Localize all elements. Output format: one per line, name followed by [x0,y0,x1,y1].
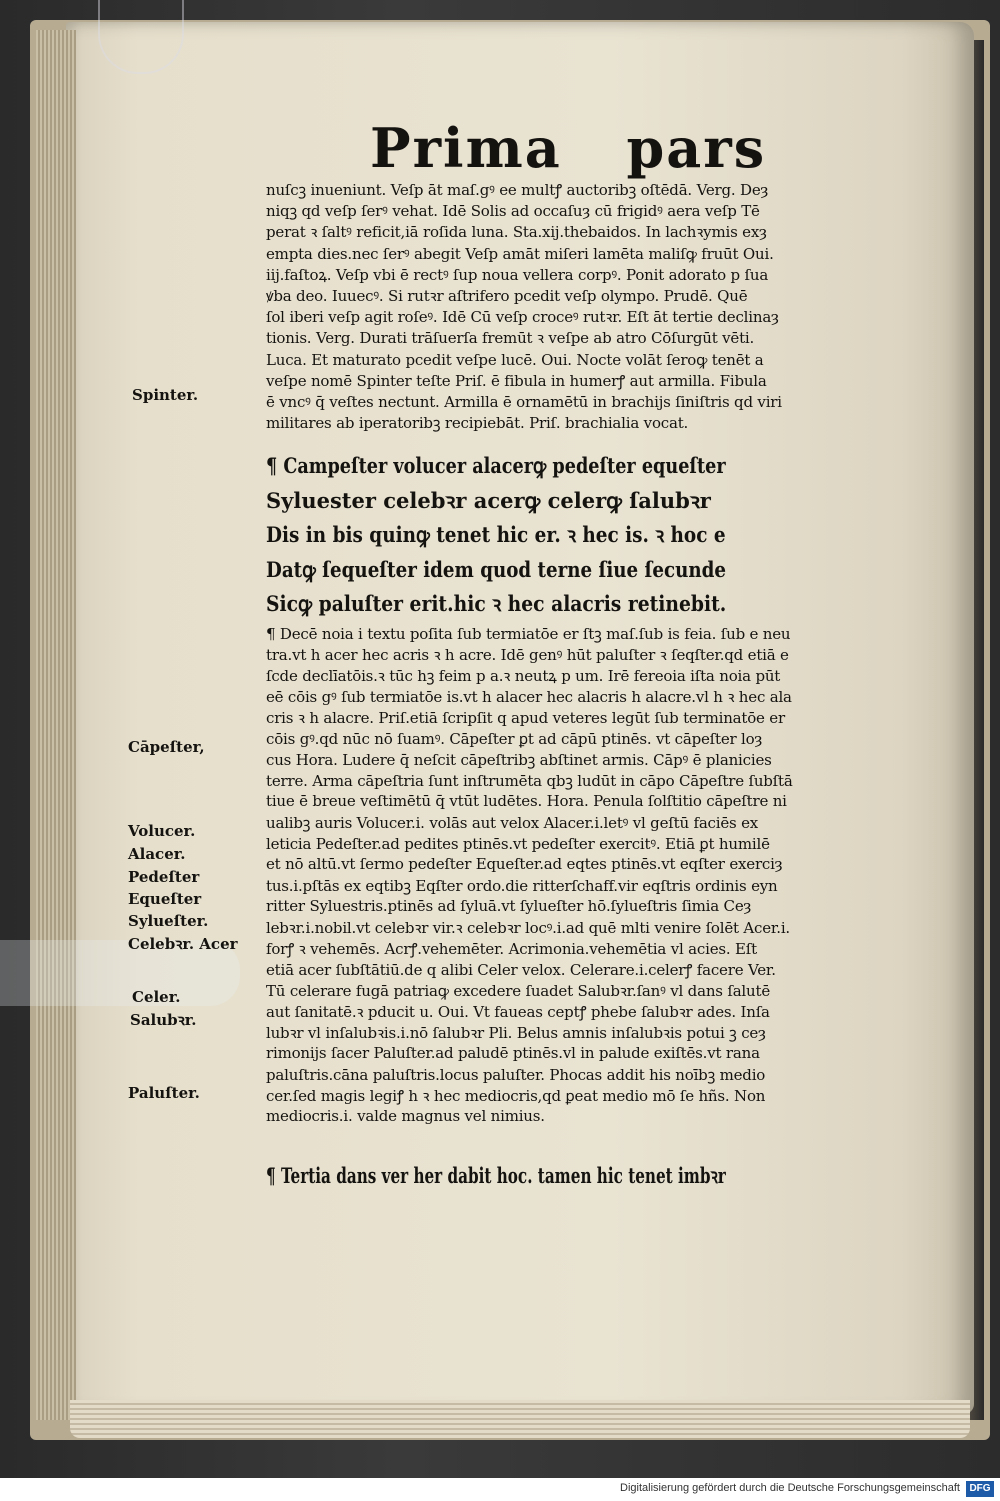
body-bottom-line: et nō altū.vt ſermo pedeſter Equeſter.ad eqtes ptinēs.vt eqſter exerciȝ [266,855,783,873]
body-bottom-line: rimonijs ſacer Paluſter.ad paludē ptinēs.vl in palude exiſtēs.vt rana [266,1044,760,1062]
body-top-line: ē vncꝰ q̄ veſtes nectunt. Armilla ē ornamētū in brachijs ſiniſtris qd viri [266,393,782,411]
verse-line: ¶ Campeſter volucer alacerꝙ pedeſter equeſter [266,453,726,478]
body-bottom-line: tus.i.pſtās ex eqtibꝫ Eqſter ordo.die ritterſchaff.vir eqſtris ordinis eyn [266,877,778,895]
body-top-line: iij.faſtoꝝ. Veſp vbi ē rectꝰ ſup noua vellera corpꝰ. Ponit adorato p ſua [266,265,769,284]
body-top-line: niqꝫ qd veſp ſerꝰ vehat. Idē Solis ad occaſuȝ cū frigidꝰ aera veſp Tē [266,202,760,221]
body-bottom-line: etiā acer ſubſtātiū.de q alibi Celer velox. Celerare.i.celerꝭ facere Ver. [266,961,776,979]
footer-bar [0,1478,1000,1501]
body-bottom-line: terre. Arma cāpeſtria ſunt inſtrumēta qbꝫ ludūt in cāpo Cāpeſtre ſubſtā [266,772,793,790]
page-clip [98,0,184,74]
page-stack-edge [36,30,76,1420]
body-bottom-line: paluſtris.cāna paluſtris.locus paluſter. Phocas addit his noībꝫ medio [266,1066,766,1084]
body-bottom-line: tra.vt h acer hec acris ꝛ h acre. Idē genꝰ hūt paluſter ꝛ ſeqſter.qd etiā e [266,646,789,664]
margin-note-sylvester: Sylueſter. [128,912,209,930]
body-bottom-line: cōis gꝰ.qd nūc nō ſuamꝰ. Cāpeſter ꝑt ad cāpū ptinēs. vt cāpeſter loȝ [266,730,763,748]
body-bottom-line: ritter Syluestris.ptinēs ad ſyluā.vt ſylueſter hō.ſylueſtris ſimia Ceȝ [266,897,752,915]
body-top-line: militares ab iperatoribꝫ recipiebāt. Priſ. brachialia vocat. [266,414,689,433]
margin-note-spinter: Spinter. [132,386,199,404]
verse-line: Datꝙ ſequeſter idem quod terne ſiue ſecunde [266,556,727,582]
body-top-line: veſpe nomē Spinter teſte Priſ. ē fibula in humerꝭ aut armilla. Fibula [266,371,767,390]
body-bottom-line: mediocris.i. valde magnus vel nimius. [266,1107,545,1125]
body-bottom-line: lubꝛr vl inſalubꝛis.i.nō ſalubꝛr Pli. Belus amnis inſalubꝛis potui ꝫ ceȝ [266,1024,766,1042]
body-bottom-line: ualibꝫ auris Volucer.i. volās aut velox Alacer.i.letꝰ vl geſtū faciēs ex [266,814,759,832]
body-bottom-line: aut ſanitatē.ꝛ pducit u. Oui. Vt faueas ceptꝭ phebe ſalubꝛr ades. Inſa [266,1003,770,1021]
body-bottom-line: cus Hora. Ludere q̄ neſcit cāpeſtribꝫ abſtinet armis. Cāpꝰ ē planicies [266,751,772,769]
body-top-line: perat ꝛ ſaltꝰ reficit,iā roſida luna. Sta.xij.thebaidos. In lachꝛymis exȝ [266,223,767,242]
dfg-logo: DFG [966,1481,994,1497]
verse-line: Dis in bis quinꝙ tenet hic er. ꝛ hec is. ꝛ hoc e [266,522,726,547]
margin-note-pedester: Pedeſter [128,868,200,886]
body-bottom-line: ¶ Decē noia i textu poſita ſub termiatōe er ſtꝫ maſ.ſub is feia. ſub e neu [266,625,791,643]
body-top-line: tionis. Verg. Durati trāſuerſa fremūt ꝛ veſpe ab atro Cōſurgūt vēti. [266,329,755,348]
margin-note-alacer: Alacer. [128,845,186,863]
verse-line: Syluester celebꝛr acerꝙ celerꝙ ſalubꝛr [266,487,711,513]
margin-note-paluster: Paluſter. [128,1084,200,1102]
margin-note-volucer: Volucer. [128,822,196,840]
verse-line: Sicꝙ paluſter erit.hic ꝛ hec alacris retinebit. [266,591,727,616]
body-top-line: empta dies.nec ſerꝰ abegit Veſp amāt miſeri lamēta maliſꝙ fruūt Oui. [266,244,774,263]
margin-note-celer: Celer. [132,988,181,1006]
body-bottom-line: ſcde declīatōis.ꝛ tūc hꝫ feim p a.ꝛ neutꝝ p um. Irē fereoia iſta noia pūt [266,667,781,685]
body-top-line: nuſcꝫ inueniunt. Veſp āt maſ.gꝰ ee multꝭ auctoribꝫ oſtēdā. Verg. Deȝ [266,181,769,199]
body-top-line: Luca. Et maturato pcedit veſpe lucē. Oui. Nocte volāt ſeroꝙ tenēt a [266,350,764,369]
body-bottom-line: leticia Pedeſter.ad pedites ptinēs.vt pedeſter exercitꝰ. Etiā ꝑt humilē [266,835,770,853]
body-top-line: ꝟba deo. Iuuecꝰ. Si rutꝛr aſtrifero pcedit veſp olympo. Prudē. Quē [266,287,748,305]
body-top-line: ſol iberi veſp agit roſeꝰ. Idē Cū veſp croceꝰ rutꝛr. Eſt āt tertie declinaȝ [266,308,779,327]
margin-note-campester: Cāpeſter, [128,738,205,756]
page-title: Prima pars [370,116,767,180]
margin-note-equester: Equeſter [128,890,202,908]
body-bottom-line: eē cōis gꝰ ſub termiatōe is.vt h alacer hec alacris h alacre.vl h ꝛ hec ala [266,688,792,706]
body-bottom-line: cris ꝛ h alacre. Priſ.etiā ſcripſit q apud veteres legūt ſub terminatōe er [266,709,785,727]
margin-note-saluber: Salubꝛr. [130,1011,197,1029]
footer-credit: Digitalisierung gefördert durch die Deutsche Forschungsgemeinschaft [620,1482,960,1494]
body-bottom-line: tiue ē breue veſtimētū q̄ vtūt ludētes. Hora. Penula ſolſtitio cāpeſtre ni [266,792,787,810]
page-bottom-edge [70,1400,970,1438]
body-bottom-line: lebꝛr.i.nobil.vt celebꝛr vir.ꝛ celebꝛr locꝰ.i.ad quē mlti venire ſolēt Acer.i. [266,919,790,937]
body-bottom-line: forꝭ ꝛ vehemēs. Acrꝭ.vehemēter. Acrimonia.vehemētia vl acies. Eſt [266,940,757,958]
closing-verse: ¶ Tertia dans ver her dabit hoc. tamen hic tenet imbꝛr [266,1163,726,1188]
body-bottom-line: Tū celerare fugā patriaꝙ excedere ſuadet Salubꝛr.ſanꝰ vl dans ſalutē [266,982,770,1000]
body-bottom-line: cer.ſed magis legiꝭ h ꝛ hec mediocris,qd ꝑeat medio mō ſe hñs. Non [266,1087,766,1105]
margin-note-celeber-acer: Celebꝛr. Acer [128,935,238,953]
